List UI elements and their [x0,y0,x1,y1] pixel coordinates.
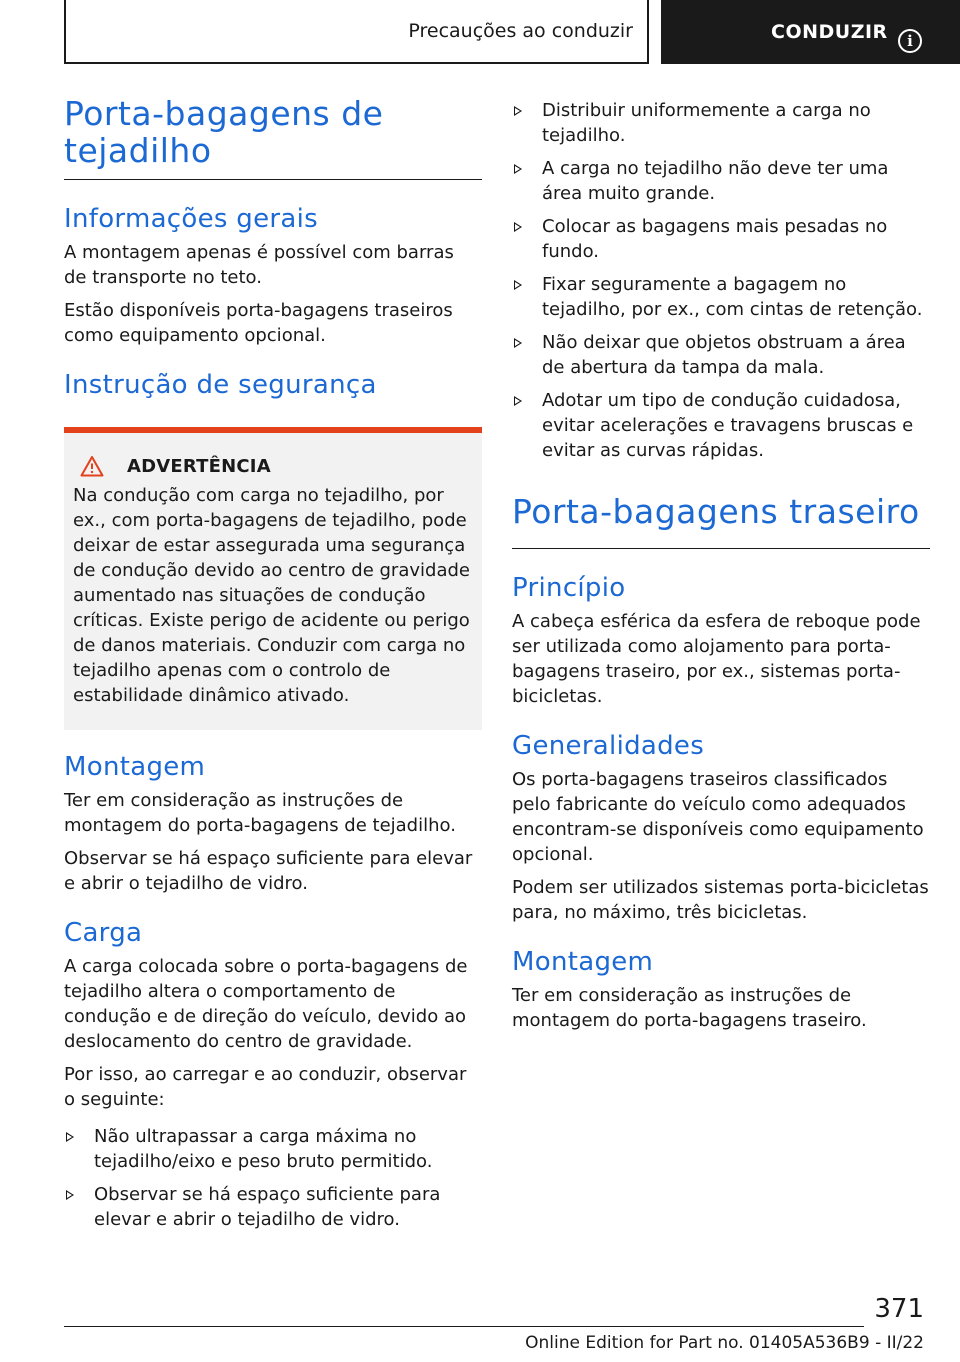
list-item [512,214,930,264]
left-column [64,95,482,1232]
footer-edition-text: Online Edition for Part no. 01405A536B9 - II/22 [525,1333,924,1353]
footer-rule [64,1326,864,1327]
generalities-paragraph-1: Os porta-bagagens traseiros classificados pelo fabricante do veículo como adequados encontram-se disponíveis como equipamento opcional. [512,769,924,865]
section-heading-rear-rack: Porta-bagagens traseiro [512,492,920,531]
list-item [512,156,930,206]
warning-header [80,455,473,477]
warning-title: ADVERTÊNCIA [127,455,271,477]
list-item [512,388,930,463]
bullet-triangle-icon [514,338,522,348]
header-section-title: Precauções ao conduzir [408,20,633,42]
list-item [512,330,930,380]
bullet-triangle-icon [66,1190,74,1200]
mounting-paragraph-2: Observar se há espaço suficiente para elevar e abrir o tejadilho de vidro. [64,848,473,894]
list-item-text: Distribuir uniformemente a carga no tejadilho. [542,100,871,146]
page-number: 371 [874,1294,924,1324]
generalities-paragraph-2: Podem ser utilizados sistemas porta-bicicletas para, no máximo, três bicicletas. [512,877,929,923]
list-item [64,1182,482,1232]
bullet-triangle-icon [66,1132,74,1142]
header-chapter-tab [661,0,960,64]
general-paragraph-2: Estão disponíveis porta-bagagens traseiros como equipamento opcional. [64,300,453,346]
bullet-triangle-icon [514,222,522,232]
list-item-text: Não deixar que objetos obstruam a área de abertura da tampa da mala. [542,332,906,378]
subheading-safety: Instrução de segurança [64,370,377,400]
principle-paragraph: A cabeça esférica da esfera de reboque pode ser utilizada como alojamento para porta-bagagens traseiro, por ex., sistemas porta-bicicletas. [512,611,921,707]
list-item-text: Fixar seguramente a bagagem no tejadilho, por ex., com cintas de retenção. [542,274,923,320]
bullet-triangle-icon [514,396,522,406]
right-column [512,98,930,1033]
load-bullet-list [64,1124,482,1232]
subheading-general-info: Informações gerais [64,204,318,234]
warning-box [64,427,482,730]
load-bullet-list-continued [512,98,930,463]
warning-text: Na condução com carga no tejadilho, por ex., com porta-bagagens de tejadilho, pode deixar de estar assegurada uma segurança de condução devido ao centro de gravidade aumentado nas situações de condução críticas. Existe perigo de acidente ou perigo de danos materiais. Conduzir com carga no tejadilho apenas com o controlo de estabilidade dinâmico ativado. [73,485,470,706]
bullet-triangle-icon [514,164,522,174]
load-paragraph-2: Por isso, ao carregar e ao conduzir, observar o seguinte: [64,1064,467,1110]
heading-rule [512,548,930,549]
subheading-generalities: Generalidades [512,731,705,761]
list-item-text: Colocar as bagagens mais pesadas no fundo. [542,216,888,262]
bullet-triangle-icon [514,106,522,116]
list-item-text: A carga no tejadilho não deve ter uma área muito grande. [542,158,889,204]
bullet-triangle-icon [514,280,522,290]
general-paragraph-1: A montagem apenas é possível com barras de transporte no teto. [64,242,454,288]
mounting-paragraph-1: Ter em consideração as instruções de montagem do porta-bagagens de tejadilho. [64,790,456,836]
list-item-text: Adotar um tipo de condução cuidadosa, evitar acelerações e travagens bruscas e evitar as curvas rápidas. [542,390,914,461]
list-item-text: Não ultrapassar a carga máxima no tejadilho/eixo e peso bruto permitido. [94,1126,433,1172]
subheading-mounting: Montagem [64,752,206,782]
subheading-principle: Princípio [512,573,626,603]
list-item [512,272,930,322]
header-chapter-title: CONDUZIR [771,21,888,43]
subheading-mounting-rear: Montagem [512,947,654,977]
load-paragraph-1: A carga colocada sobre o porta-bagagens de tejadilho altera o comportamento de condução e de direção do veículo, devido ao deslocamento do centro de gravidade. [64,956,468,1052]
section-heading-roof-rack: Porta-bagagens de tejadilho [64,94,384,170]
subheading-load: Carga [64,918,143,948]
warning-triangle-icon [80,455,104,477]
list-item [64,1124,482,1174]
list-item [512,98,930,148]
header-section-tab [64,0,649,64]
list-item-text: Observar se há espaço suficiente para elevar e abrir o tejadilho de vidro. [94,1184,441,1230]
mounting-rear-paragraph: Ter em consideração as instruções de montagem do porta-bagagens traseiro. [512,985,867,1031]
info-circle-icon: i [898,29,922,53]
heading-rule [64,179,482,180]
